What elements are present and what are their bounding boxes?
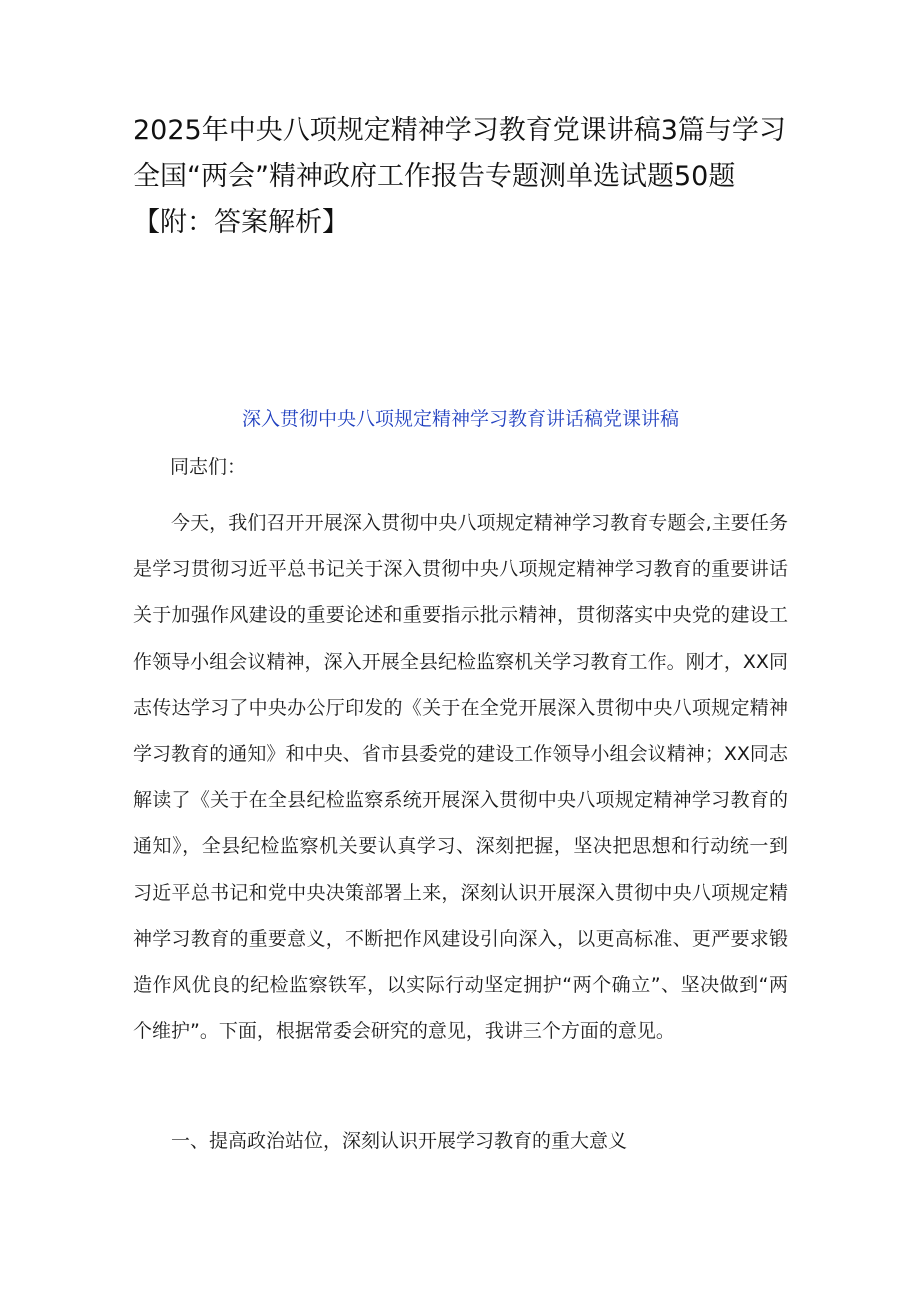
- document-title: 2025年中央八项规定精神学习教育党课讲稿3篇与学习全国“两会”精神政府工作报告专题测单选试题50题【附：答案解析】: [133, 115, 786, 238]
- body-paragraph: 今天，我们召开开展深入贯彻中央八项规定精神学习教育专题会,主要任务是学习贯彻习近平总书记关于深入贯彻中央八项规定精神学习教育的重要讲话关于加强作风建设的重要论述和重要指示批示精神，贯彻落实中央党的建设工作领导小组会议精神，深入开展全县纪检监察机关学习教育工作。刚才，XX同志传达学习了中央办公厅印发的《关于在全党开展深入贯彻中央八项规定精神学习教育的通知》和中央、省市县委党的建设工作领导小组会议精神；XX同志解读了《关于在全县纪检监察系统开展深入贯彻中央八项规定精神学习教育的通知》，全县纪检监察机关要认真学习、深刻把握，坚决把思想和行动统一到习近平总书记和党中央决策部署上来，深刻认识开展深入贯彻中央八项规定精神学习教育的重要意义，不断把作风建设引向深入，以更高标准、更严要求锻造作风优良的纪检监察铁军，以实际行动坚定拥护“两个确立”、坚决做到“两个维护”。下面，根据常委会研究的意见，我讲三个方面的意见。: [133, 512, 788, 1043]
- salutation: 同志们：: [170, 456, 247, 478]
- section-heading: 深入贯彻中央八项规定精神学习教育讲话稿党课讲稿: [241, 408, 679, 430]
- subheading: 一、提高政治站位，深刻认识开展学习教育的重大意义: [171, 1130, 628, 1152]
